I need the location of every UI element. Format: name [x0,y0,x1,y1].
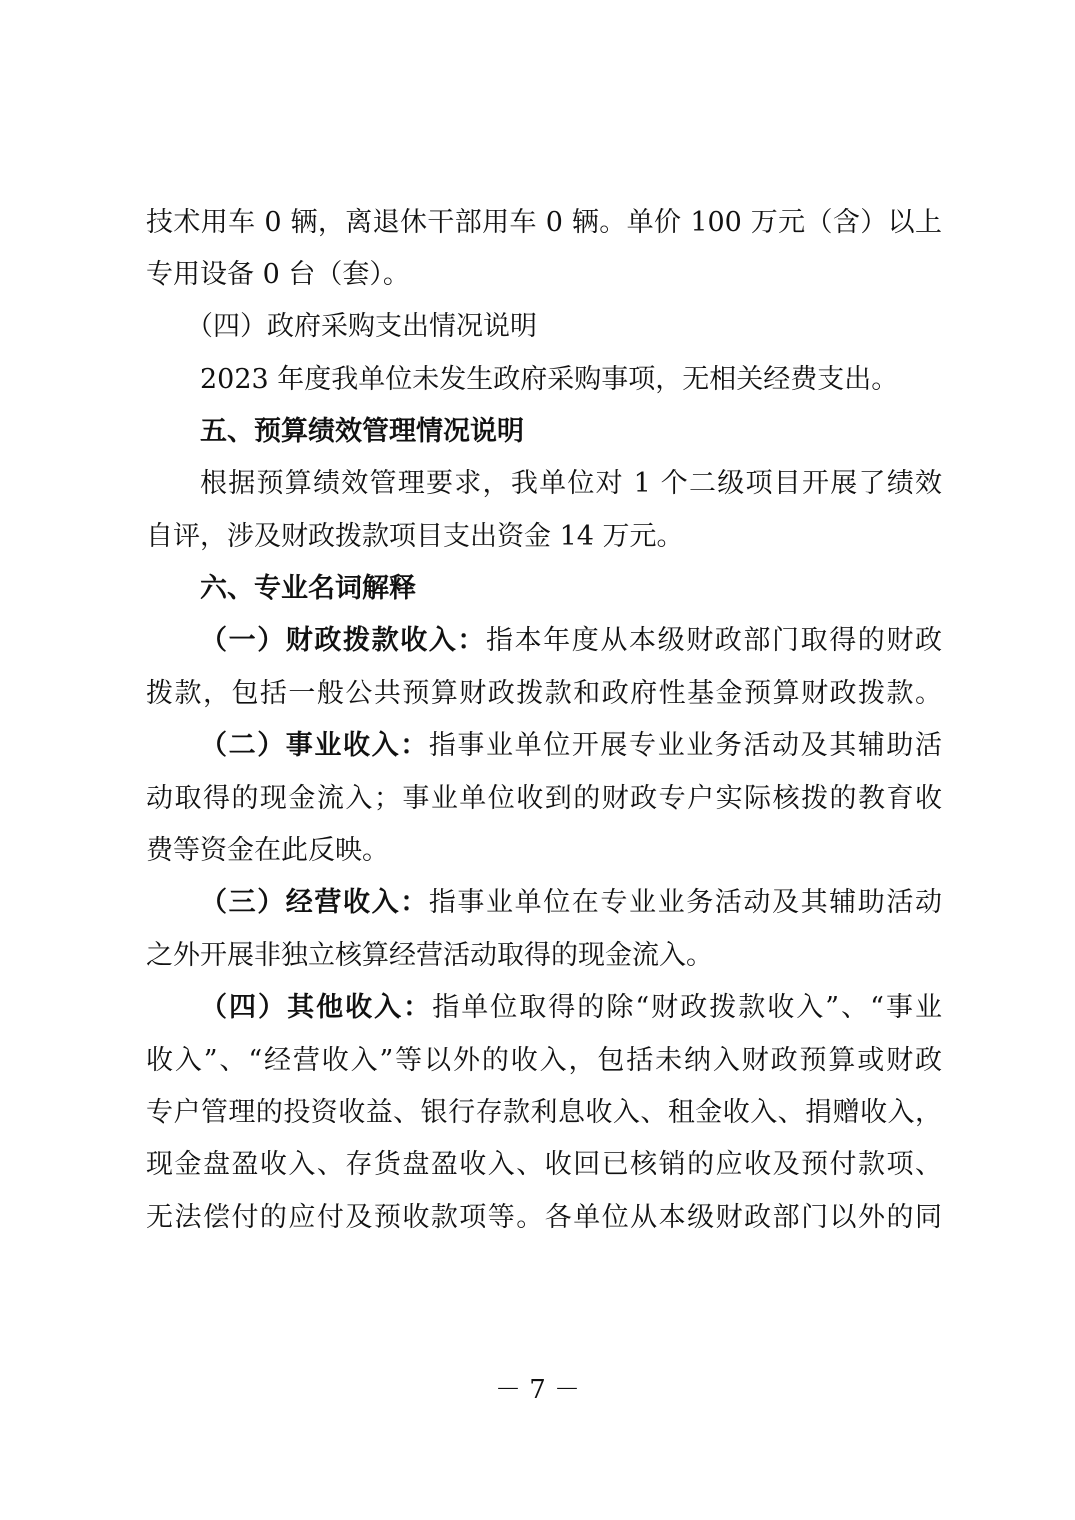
term-definition-line [200,728,942,764]
body-text-line: 2023 年度我单位未发生政府采购事项，无相关经费支出。 [200,364,899,395]
term-text: 指事业单位开展专业业务活动及其辅助活 [428,730,942,761]
body-text-line: 拨款，包括一般公共预算财政拨款和政府性基金预算财政拨款。 [146,678,942,709]
body-text-line: 动取得的现金流入；事业单位收到的财政专户实际核拨的教育收 [146,783,942,814]
body-text-line: 无法偿付的应付及预收款项等。各单位从本级财政部门以外的同 [146,1202,942,1233]
body-text-line: 现金盘盈收入、存货盘盈收入、收回已核销的应收及预付款项、 [146,1149,942,1180]
body-text-line: 根据预算绩效管理要求，我单位对 1 个二级项目开展了绩效 [200,468,942,499]
term-label: （二）事业收入： [200,730,429,761]
page-number: － 7 － [494,1375,581,1405]
term-definition-line [200,885,942,921]
term-label: （三）经营收入： [200,887,429,918]
body-text-line: 之外开展非独立核算经营活动取得的现金流入。 [146,940,713,971]
term-definition-line [200,623,942,659]
body-text-line: 专用设备 0 台（套）。 [146,259,410,290]
term-label: （一）财政拨款收入： [200,625,486,656]
term-label: （四）其他收入： [200,992,433,1023]
term-text: 指本年度从本级财政部门取得的财政 [486,625,942,656]
section-heading: 六、专业名词解释 [200,573,416,604]
term-text: 指单位取得的除“财政拨款收入”、“事业 [432,992,942,1023]
body-text-line: 技术用车 0 辆，离退休干部用车 0 辆。单价 100 万元（含）以上 [146,207,942,238]
body-text-line: 费等资金在此反映。 [146,835,389,866]
body-text-line: 收入”、“经营收入”等以外的收入，包括未纳入财政预算或财政 [146,1045,942,1076]
section-heading: 五、预算绩效管理情况说明 [200,416,524,447]
subsection-heading: （四）政府采购支出情况说明 [186,311,537,342]
term-text: 指事业单位在专业业务活动及其辅助活动 [428,887,942,918]
body-text-line: 专户管理的投资收益、银行存款利息收入、租金收入、捐赠收入， [146,1097,942,1128]
body-text-line: 自评，涉及财政拨款项目支出资金 14 万元。 [146,521,684,552]
term-definition-line [200,990,942,1026]
